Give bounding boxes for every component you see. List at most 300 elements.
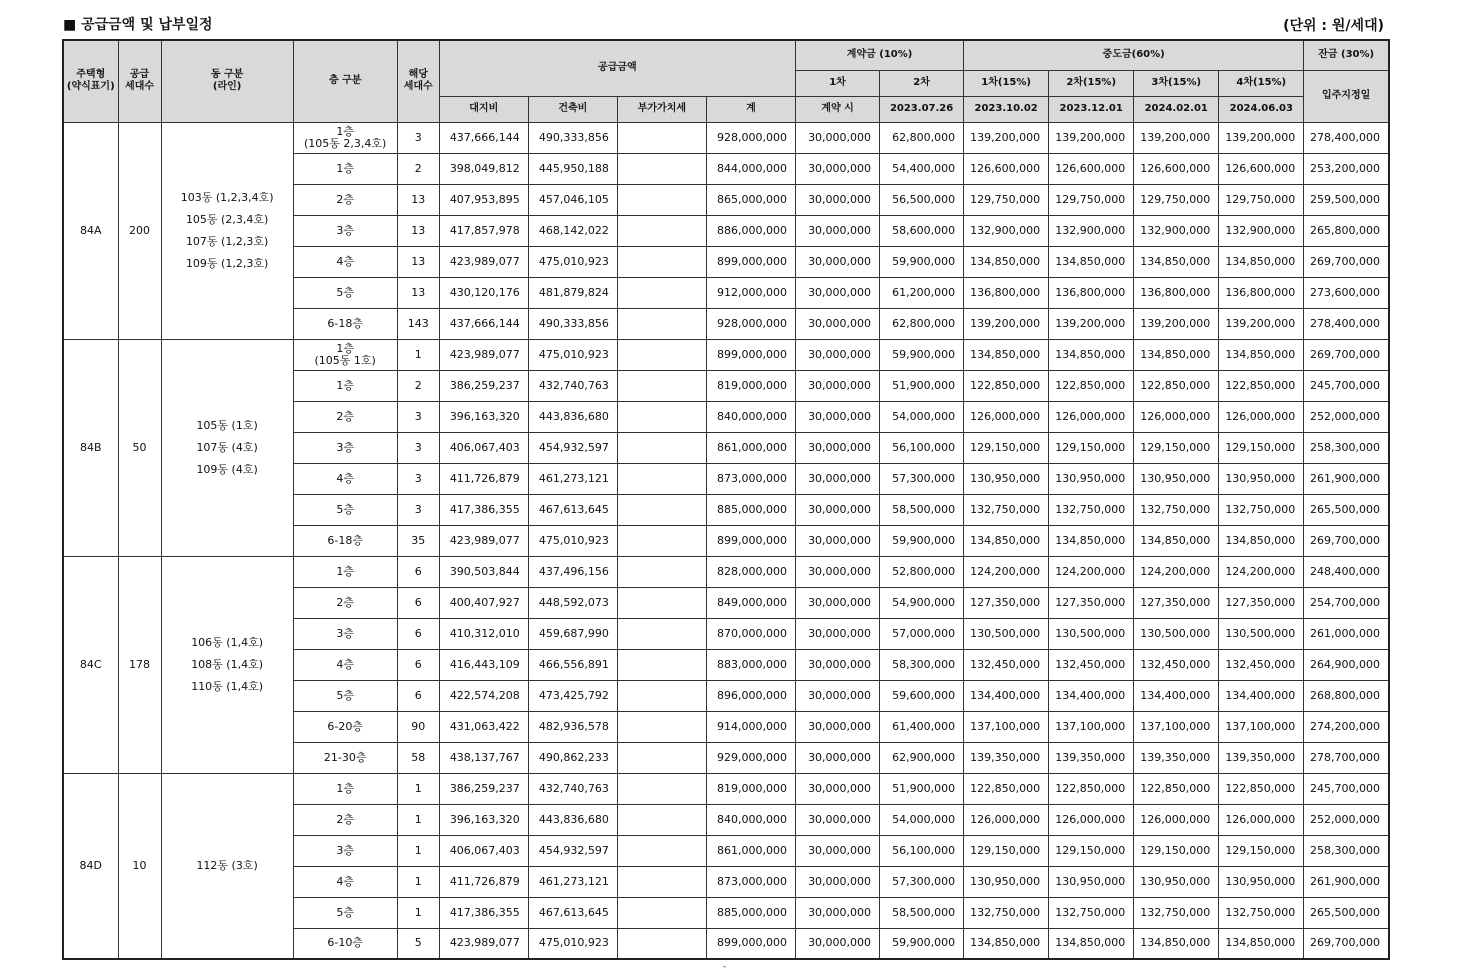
amount-cell: 30,000,000 bbox=[796, 742, 880, 773]
header-supply-price: 공급금액 bbox=[439, 40, 795, 96]
amount-cell: 914,000,000 bbox=[706, 711, 795, 742]
amount-cell: 52,800,000 bbox=[880, 556, 964, 587]
amount-cell: 912,000,000 bbox=[706, 277, 795, 308]
dong-line: 103동 (1,2,3,4호) bbox=[180, 191, 274, 204]
amount-cell: 134,850,000 bbox=[1134, 525, 1219, 556]
table-row bbox=[63, 339, 1389, 370]
amount-cell: 259,500,000 bbox=[1304, 184, 1389, 215]
amount-cell: 928,000,000 bbox=[706, 122, 795, 153]
amount-cell: 139,200,000 bbox=[1134, 308, 1219, 339]
units-cell: 13 bbox=[397, 277, 439, 308]
units-cell: 6 bbox=[397, 618, 439, 649]
amount-cell: 461,273,121 bbox=[528, 463, 617, 494]
amount-cell: 416,443,109 bbox=[439, 649, 528, 680]
header-mid-2-date: 2023.12.01 bbox=[1049, 96, 1134, 122]
floor-cell: 2층 bbox=[293, 184, 397, 215]
amount-cell: 438,137,767 bbox=[439, 742, 528, 773]
floor-cell: 1층 bbox=[293, 773, 397, 804]
dong-cell bbox=[161, 122, 293, 339]
amount-cell: 899,000,000 bbox=[706, 339, 795, 370]
floor-cell: 1층 bbox=[293, 556, 397, 587]
amount-cell: 134,850,000 bbox=[1219, 339, 1304, 370]
header-deposit-1: 1차 bbox=[796, 70, 880, 96]
amount-cell: 132,750,000 bbox=[1049, 897, 1134, 928]
floor-cell: 21-30층 bbox=[293, 742, 397, 773]
amount-cell: 454,932,597 bbox=[528, 835, 617, 866]
floor-cell: 2층 bbox=[293, 587, 397, 618]
amount-cell: 132,750,000 bbox=[964, 897, 1049, 928]
amount-cell: 134,850,000 bbox=[1049, 246, 1134, 277]
amount-cell bbox=[617, 618, 706, 649]
amount-cell: 126,600,000 bbox=[1219, 153, 1304, 184]
amount-cell: 411,726,879 bbox=[439, 866, 528, 897]
amount-cell: 30,000,000 bbox=[796, 153, 880, 184]
amount-cell bbox=[617, 897, 706, 928]
amount-cell: 30,000,000 bbox=[796, 556, 880, 587]
header-dong: 동 구분 (라인) bbox=[161, 40, 293, 122]
amount-cell: 130,950,000 bbox=[1219, 463, 1304, 494]
units-cell: 1 bbox=[397, 804, 439, 835]
amount-cell: 870,000,000 bbox=[706, 618, 795, 649]
amount-cell: 61,400,000 bbox=[880, 711, 964, 742]
header-mid-4-date: 2024.06.03 bbox=[1219, 96, 1304, 122]
header-balance: 잔금 (30%) bbox=[1304, 40, 1389, 70]
dong-line: 110동 (1,4호) bbox=[191, 680, 264, 693]
amount-cell: 386,259,237 bbox=[439, 773, 528, 804]
units-cell: 3 bbox=[397, 494, 439, 525]
amount-cell: 417,386,355 bbox=[439, 494, 528, 525]
amount-cell: 134,400,000 bbox=[1049, 680, 1134, 711]
amount-cell: 56,100,000 bbox=[880, 835, 964, 866]
floor-cell: 1층 (105동 2,3,4호) bbox=[293, 122, 397, 153]
amount-cell: 873,000,000 bbox=[706, 463, 795, 494]
dong-cell bbox=[161, 556, 293, 773]
amount-cell: 490,862,233 bbox=[528, 742, 617, 773]
amount-cell: 134,850,000 bbox=[1134, 339, 1219, 370]
amount-cell bbox=[617, 680, 706, 711]
amount-cell: 134,850,000 bbox=[1049, 928, 1134, 959]
amount-cell: 273,600,000 bbox=[1304, 277, 1389, 308]
amount-cell: 417,857,978 bbox=[439, 215, 528, 246]
amount-cell bbox=[617, 339, 706, 370]
amount-cell: 885,000,000 bbox=[706, 897, 795, 928]
header-mid-2: 2차(15%) bbox=[1049, 70, 1134, 96]
amount-cell: 139,350,000 bbox=[1219, 742, 1304, 773]
amount-cell: 122,850,000 bbox=[1219, 370, 1304, 401]
amount-cell: 139,200,000 bbox=[1134, 122, 1219, 153]
units-cell: 58 bbox=[397, 742, 439, 773]
amount-cell: 129,750,000 bbox=[1219, 184, 1304, 215]
amount-cell: 130,950,000 bbox=[1219, 866, 1304, 897]
units-cell: 2 bbox=[397, 153, 439, 184]
amount-cell: 431,063,422 bbox=[439, 711, 528, 742]
amount-cell: 136,800,000 bbox=[1049, 277, 1134, 308]
amount-cell: 130,950,000 bbox=[1049, 463, 1134, 494]
amount-cell: 30,000,000 bbox=[796, 246, 880, 277]
amount-cell: 139,200,000 bbox=[1049, 308, 1134, 339]
amount-cell: 30,000,000 bbox=[796, 277, 880, 308]
amount-cell: 58,300,000 bbox=[880, 649, 964, 680]
amount-cell: 448,592,073 bbox=[528, 587, 617, 618]
amount-cell: 139,200,000 bbox=[1049, 122, 1134, 153]
amount-cell: 57,300,000 bbox=[880, 463, 964, 494]
amount-cell: 58,500,000 bbox=[880, 494, 964, 525]
floor-cell: 5층 bbox=[293, 494, 397, 525]
floor-cell: 2층 bbox=[293, 401, 397, 432]
units-cell: 1 bbox=[397, 339, 439, 370]
amount-cell bbox=[617, 432, 706, 463]
amount-cell: 122,850,000 bbox=[1049, 370, 1134, 401]
amount-cell: 828,000,000 bbox=[706, 556, 795, 587]
floor-cell: 4층 bbox=[293, 246, 397, 277]
units-cell: 6 bbox=[397, 680, 439, 711]
floor-cell: 4층 bbox=[293, 866, 397, 897]
amount-cell: 134,850,000 bbox=[1049, 525, 1134, 556]
amount-cell: 454,932,597 bbox=[528, 432, 617, 463]
units-cell: 1 bbox=[397, 773, 439, 804]
amount-cell: 56,100,000 bbox=[880, 432, 964, 463]
amount-cell: 30,000,000 bbox=[796, 184, 880, 215]
dong-line: 105동 (2,3,4호) bbox=[185, 213, 269, 226]
amount-cell: 134,850,000 bbox=[1219, 246, 1304, 277]
page-title: ■ 공급금액 및 납부일정 bbox=[63, 17, 213, 33]
amount-cell: 132,750,000 bbox=[1134, 897, 1219, 928]
amount-cell: 819,000,000 bbox=[706, 370, 795, 401]
header-mid-1-date: 2023.10.02 bbox=[964, 96, 1049, 122]
amount-cell: 132,750,000 bbox=[1219, 897, 1304, 928]
units-cell: 1 bbox=[397, 835, 439, 866]
unit-label: (단위 : 원/세대) bbox=[1283, 18, 1384, 34]
header-vat: 부가가치세 bbox=[617, 96, 706, 122]
amount-cell: 130,950,000 bbox=[1134, 866, 1219, 897]
amount-cell: 30,000,000 bbox=[796, 835, 880, 866]
amount-cell: 126,600,000 bbox=[1049, 153, 1134, 184]
amount-cell: 122,850,000 bbox=[1219, 773, 1304, 804]
amount-cell: 475,010,923 bbox=[528, 246, 617, 277]
amount-cell: 137,100,000 bbox=[1134, 711, 1219, 742]
amount-cell bbox=[617, 370, 706, 401]
amount-cell: 840,000,000 bbox=[706, 804, 795, 835]
amount-cell: 407,953,895 bbox=[439, 184, 528, 215]
dong-line: 107동 (1,2,3호) bbox=[185, 235, 269, 248]
amount-cell bbox=[617, 835, 706, 866]
amount-cell: 127,350,000 bbox=[964, 587, 1049, 618]
amount-cell: 61,200,000 bbox=[880, 277, 964, 308]
header-deposit: 계약금 (10%) bbox=[796, 40, 964, 70]
amount-cell: 468,142,022 bbox=[528, 215, 617, 246]
floor-cell: 6-18층 bbox=[293, 525, 397, 556]
amount-cell: 443,836,680 bbox=[528, 401, 617, 432]
amount-cell: 390,503,844 bbox=[439, 556, 528, 587]
amount-cell bbox=[617, 122, 706, 153]
dong-line: 106동 (1,4호) bbox=[191, 636, 264, 649]
amount-cell: 127,350,000 bbox=[1134, 587, 1219, 618]
amount-cell: 30,000,000 bbox=[796, 680, 880, 711]
amount-cell: 481,879,824 bbox=[528, 277, 617, 308]
floor-cell: 2층 bbox=[293, 804, 397, 835]
amount-cell: 30,000,000 bbox=[796, 928, 880, 959]
amount-cell: 30,000,000 bbox=[796, 122, 880, 153]
header-total: 계 bbox=[706, 96, 795, 122]
amount-cell: 475,010,923 bbox=[528, 339, 617, 370]
amount-cell: 139,350,000 bbox=[964, 742, 1049, 773]
amount-cell: 136,800,000 bbox=[1134, 277, 1219, 308]
amount-cell: 274,200,000 bbox=[1304, 711, 1389, 742]
amount-cell: 844,000,000 bbox=[706, 153, 795, 184]
amount-cell: 30,000,000 bbox=[796, 587, 880, 618]
amount-cell: 134,850,000 bbox=[964, 246, 1049, 277]
amount-cell: 134,400,000 bbox=[964, 680, 1049, 711]
header-land: 대지비 bbox=[439, 96, 528, 122]
amount-cell: 30,000,000 bbox=[796, 618, 880, 649]
amount-cell: 30,000,000 bbox=[796, 494, 880, 525]
amount-cell: 30,000,000 bbox=[796, 649, 880, 680]
amount-cell: 261,000,000 bbox=[1304, 618, 1389, 649]
amount-cell: 490,333,856 bbox=[528, 122, 617, 153]
dong-cell bbox=[161, 773, 293, 959]
amount-cell: 443,836,680 bbox=[528, 804, 617, 835]
amount-cell: 132,750,000 bbox=[1049, 494, 1134, 525]
amount-cell: 896,000,000 bbox=[706, 680, 795, 711]
amount-cell: 130,950,000 bbox=[1049, 866, 1134, 897]
amount-cell: 130,950,000 bbox=[964, 463, 1049, 494]
amount-cell: 466,556,891 bbox=[528, 649, 617, 680]
amount-cell: 130,500,000 bbox=[1134, 618, 1219, 649]
dong-line: 109동 (1,2,3호) bbox=[185, 257, 269, 270]
header-house-type: 주택형 (약식표기) bbox=[63, 40, 118, 122]
amount-cell: 134,400,000 bbox=[1134, 680, 1219, 711]
amount-cell: 467,613,645 bbox=[528, 897, 617, 928]
amount-cell: 30,000,000 bbox=[796, 432, 880, 463]
amount-cell: 58,600,000 bbox=[880, 215, 964, 246]
amount-cell: 268,800,000 bbox=[1304, 680, 1389, 711]
amount-cell: 432,740,763 bbox=[528, 773, 617, 804]
units-cell: 6 bbox=[397, 649, 439, 680]
amount-cell: 475,010,923 bbox=[528, 928, 617, 959]
amount-cell: 132,750,000 bbox=[964, 494, 1049, 525]
amount-cell: 62,900,000 bbox=[880, 742, 964, 773]
amount-cell: 265,500,000 bbox=[1304, 897, 1389, 928]
units-cell: 13 bbox=[397, 184, 439, 215]
amount-cell: 122,850,000 bbox=[964, 370, 1049, 401]
amount-cell: 139,350,000 bbox=[1049, 742, 1134, 773]
header-middle-payment: 중도금(60%) bbox=[964, 40, 1304, 70]
amount-cell: 134,850,000 bbox=[1219, 525, 1304, 556]
amount-cell bbox=[617, 215, 706, 246]
amount-cell: 400,407,927 bbox=[439, 587, 528, 618]
house-type-cell: 84A bbox=[63, 122, 118, 339]
house-type-cell: 84B bbox=[63, 339, 118, 556]
amount-cell: 134,850,000 bbox=[964, 525, 1049, 556]
amount-cell: 437,666,144 bbox=[439, 122, 528, 153]
amount-cell: 258,300,000 bbox=[1304, 432, 1389, 463]
amount-cell: 269,700,000 bbox=[1304, 339, 1389, 370]
dong-cell bbox=[161, 339, 293, 556]
floor-cell: 6-10층 bbox=[293, 928, 397, 959]
amount-cell: 865,000,000 bbox=[706, 184, 795, 215]
amount-cell bbox=[617, 308, 706, 339]
amount-cell: 126,600,000 bbox=[1134, 153, 1219, 184]
amount-cell: 278,700,000 bbox=[1304, 742, 1389, 773]
units-cell: 13 bbox=[397, 246, 439, 277]
header-deposit-2-date: 2023.07.26 bbox=[880, 96, 964, 122]
amount-cell: 137,100,000 bbox=[964, 711, 1049, 742]
amount-cell: 886,000,000 bbox=[706, 215, 795, 246]
amount-cell: 132,900,000 bbox=[1219, 215, 1304, 246]
amount-cell: 30,000,000 bbox=[796, 711, 880, 742]
amount-cell: 126,000,000 bbox=[1134, 804, 1219, 835]
amount-cell: 134,850,000 bbox=[1134, 246, 1219, 277]
amount-cell: 62,800,000 bbox=[880, 122, 964, 153]
amount-cell: 139,200,000 bbox=[964, 308, 1049, 339]
supply-units-cell: 178 bbox=[118, 556, 161, 773]
table-row bbox=[63, 773, 1389, 804]
amount-cell: 928,000,000 bbox=[706, 308, 795, 339]
amount-cell: 406,067,403 bbox=[439, 432, 528, 463]
amount-cell: 254,700,000 bbox=[1304, 587, 1389, 618]
amount-cell: 386,259,237 bbox=[439, 370, 528, 401]
house-type-cell: 84C bbox=[63, 556, 118, 773]
amount-cell: 30,000,000 bbox=[796, 308, 880, 339]
amount-cell: 130,500,000 bbox=[964, 618, 1049, 649]
amount-cell: 396,163,320 bbox=[439, 804, 528, 835]
amount-cell: 245,700,000 bbox=[1304, 370, 1389, 401]
amount-cell: 126,000,000 bbox=[964, 804, 1049, 835]
units-cell: 3 bbox=[397, 432, 439, 463]
amount-cell bbox=[617, 277, 706, 308]
amount-cell: 482,936,578 bbox=[528, 711, 617, 742]
floor-cell: 3층 bbox=[293, 835, 397, 866]
amount-cell: 849,000,000 bbox=[706, 587, 795, 618]
supply-price-table bbox=[62, 39, 1390, 960]
amount-cell bbox=[617, 556, 706, 587]
units-cell: 5 bbox=[397, 928, 439, 959]
dong-line: 108동 (1,4호) bbox=[191, 658, 264, 671]
amount-cell: 139,200,000 bbox=[1219, 122, 1304, 153]
amount-cell: 245,700,000 bbox=[1304, 773, 1389, 804]
amount-cell: 437,496,156 bbox=[528, 556, 617, 587]
amount-cell: 261,900,000 bbox=[1304, 463, 1389, 494]
table-row bbox=[63, 556, 1389, 587]
amount-cell: 132,900,000 bbox=[1049, 215, 1134, 246]
amount-cell: 132,750,000 bbox=[1219, 494, 1304, 525]
supply-units-cell: 10 bbox=[118, 773, 161, 959]
amount-cell: 819,000,000 bbox=[706, 773, 795, 804]
amount-cell: 134,850,000 bbox=[1049, 339, 1134, 370]
header-building: 건축비 bbox=[528, 96, 617, 122]
amount-cell: 423,989,077 bbox=[439, 525, 528, 556]
amount-cell: 54,000,000 bbox=[880, 401, 964, 432]
header-floor: 층 구분 bbox=[293, 40, 397, 122]
amount-cell: 132,750,000 bbox=[1134, 494, 1219, 525]
amount-cell: 122,850,000 bbox=[1134, 370, 1219, 401]
amount-cell: 126,600,000 bbox=[964, 153, 1049, 184]
header-supply-units: 공급 세대수 bbox=[118, 40, 161, 122]
floor-cell: 6-18층 bbox=[293, 308, 397, 339]
amount-cell: 861,000,000 bbox=[706, 432, 795, 463]
header-deposit-1-when: 계약 시 bbox=[796, 96, 880, 122]
amount-cell: 134,850,000 bbox=[964, 928, 1049, 959]
amount-cell bbox=[617, 494, 706, 525]
amount-cell: 134,850,000 bbox=[1219, 928, 1304, 959]
table-body bbox=[63, 122, 1389, 959]
amount-cell: 122,850,000 bbox=[1049, 773, 1134, 804]
house-type-cell: 84D bbox=[63, 773, 118, 959]
units-cell: 2 bbox=[397, 370, 439, 401]
floor-cell: 5층 bbox=[293, 680, 397, 711]
amount-cell: 126,000,000 bbox=[964, 401, 1049, 432]
amount-cell: 30,000,000 bbox=[796, 773, 880, 804]
amount-cell: 130,950,000 bbox=[1134, 463, 1219, 494]
amount-cell: 139,350,000 bbox=[1134, 742, 1219, 773]
amount-cell bbox=[617, 773, 706, 804]
amount-cell: 430,120,176 bbox=[439, 277, 528, 308]
amount-cell: 269,700,000 bbox=[1304, 246, 1389, 277]
amount-cell: 126,000,000 bbox=[1134, 401, 1219, 432]
header-units: 해당 세대수 bbox=[397, 40, 439, 122]
amount-cell: 30,000,000 bbox=[796, 339, 880, 370]
amount-cell: 126,000,000 bbox=[1049, 401, 1134, 432]
amount-cell: 30,000,000 bbox=[796, 463, 880, 494]
amount-cell: 122,850,000 bbox=[1134, 773, 1219, 804]
amount-cell: 30,000,000 bbox=[796, 525, 880, 556]
amount-cell: 885,000,000 bbox=[706, 494, 795, 525]
amount-cell: 51,900,000 bbox=[880, 370, 964, 401]
supply-units-cell: 50 bbox=[118, 339, 161, 556]
header-deposit-2: 2차 bbox=[880, 70, 964, 96]
floor-cell: 3층 bbox=[293, 618, 397, 649]
amount-cell bbox=[617, 649, 706, 680]
amount-cell bbox=[617, 525, 706, 556]
amount-cell: 437,666,144 bbox=[439, 308, 528, 339]
amount-cell: 899,000,000 bbox=[706, 928, 795, 959]
amount-cell: 132,450,000 bbox=[1134, 649, 1219, 680]
amount-cell: 398,049,812 bbox=[439, 153, 528, 184]
amount-cell: 30,000,000 bbox=[796, 804, 880, 835]
amount-cell: 129,150,000 bbox=[1049, 835, 1134, 866]
amount-cell: 124,200,000 bbox=[964, 556, 1049, 587]
amount-cell: 134,400,000 bbox=[1219, 680, 1304, 711]
amount-cell: 269,700,000 bbox=[1304, 928, 1389, 959]
amount-cell bbox=[617, 711, 706, 742]
amount-cell: 62,800,000 bbox=[880, 308, 964, 339]
amount-cell: 265,500,000 bbox=[1304, 494, 1389, 525]
amount-cell: 124,200,000 bbox=[1134, 556, 1219, 587]
amount-cell: 258,300,000 bbox=[1304, 835, 1389, 866]
amount-cell: 132,900,000 bbox=[964, 215, 1049, 246]
amount-cell: 253,200,000 bbox=[1304, 153, 1389, 184]
amount-cell: 30,000,000 bbox=[796, 401, 880, 432]
amount-cell: 59,900,000 bbox=[880, 246, 964, 277]
amount-cell: 129,150,000 bbox=[1134, 432, 1219, 463]
header-mid-3-date: 2024.02.01 bbox=[1134, 96, 1219, 122]
amount-cell: 58,500,000 bbox=[880, 897, 964, 928]
amount-cell: 132,900,000 bbox=[1134, 215, 1219, 246]
amount-cell: 459,687,990 bbox=[528, 618, 617, 649]
units-cell: 3 bbox=[397, 463, 439, 494]
amount-cell: 411,726,879 bbox=[439, 463, 528, 494]
amount-cell: 252,000,000 bbox=[1304, 804, 1389, 835]
amount-cell: 59,900,000 bbox=[880, 339, 964, 370]
amount-cell: 423,989,077 bbox=[439, 246, 528, 277]
amount-cell: 129,750,000 bbox=[964, 184, 1049, 215]
amount-cell: 490,333,856 bbox=[528, 308, 617, 339]
amount-cell: 127,350,000 bbox=[1219, 587, 1304, 618]
dong-line: 107동 (4호) bbox=[196, 441, 258, 454]
amount-cell bbox=[617, 401, 706, 432]
floor-cell: 1층 (105동 1호) bbox=[293, 339, 397, 370]
amount-cell: 461,273,121 bbox=[528, 866, 617, 897]
